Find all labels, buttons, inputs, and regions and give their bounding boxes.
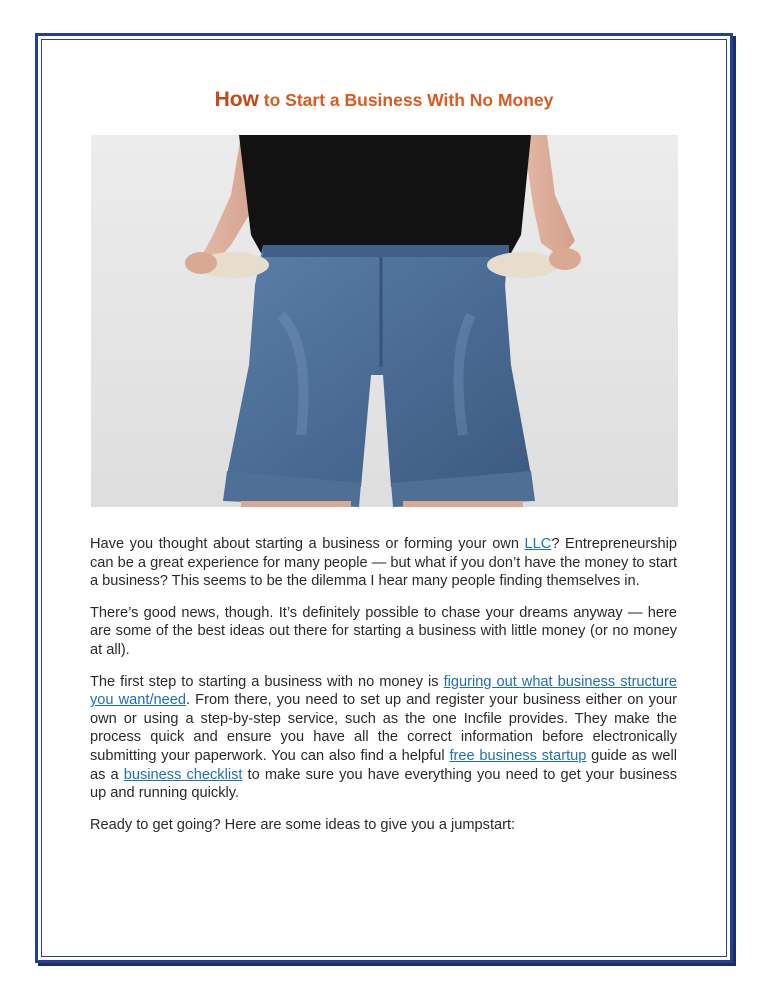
free-business-startup-link[interactable]: free business startup (449, 747, 587, 764)
paragraph-text: to make sure you have everything you need to get your business up and running quickly. (90, 766, 677, 802)
paragraph-text: Have you thought about starting a business or forming your own (90, 536, 525, 552)
paragraph-text: ? Entrepreneurship can be a great experience for many people — but what if you don’t have the money to start a business? This seems to be the dilemma I hear many people finding themselves in. (90, 536, 677, 590)
article-body (90, 535, 677, 847)
hero-image (91, 135, 678, 507)
paragraph-first-step (90, 673, 677, 803)
paragraph-ready: Ready to get going? Here are some ideas to give you a jumpstart: (90, 816, 516, 833)
paragraph-text: . From there, you need to set up and register your business either on your own or using a step-by-step service, such as the one Incfile provides. They make the process quick and ensure you have all the correct information before electronically submitting your paperwork. You can also find a helpful (90, 692, 677, 764)
person-empty-pockets-photo (91, 135, 678, 507)
llc-link[interactable]: LLC (524, 536, 552, 552)
paragraph-intro (90, 535, 677, 591)
business-structure-link[interactable]: figuring out what business structure you want/need (90, 673, 677, 709)
page-title (0, 88, 768, 112)
business-checklist-link[interactable]: business checklist (123, 766, 243, 783)
paragraph-text: The first step to starting a business with no money is (90, 673, 444, 690)
paragraph-text: guide as well as a (90, 747, 677, 783)
title-first-word: How (214, 88, 259, 111)
paragraph-good-news: There’s good news, though. It’s definitely possible to chase your dreams anyway — here are some of the best ideas out there for starting a business with little money (or no money at all). (90, 604, 677, 658)
title-rest: to Start a Business With No Money (258, 90, 554, 110)
